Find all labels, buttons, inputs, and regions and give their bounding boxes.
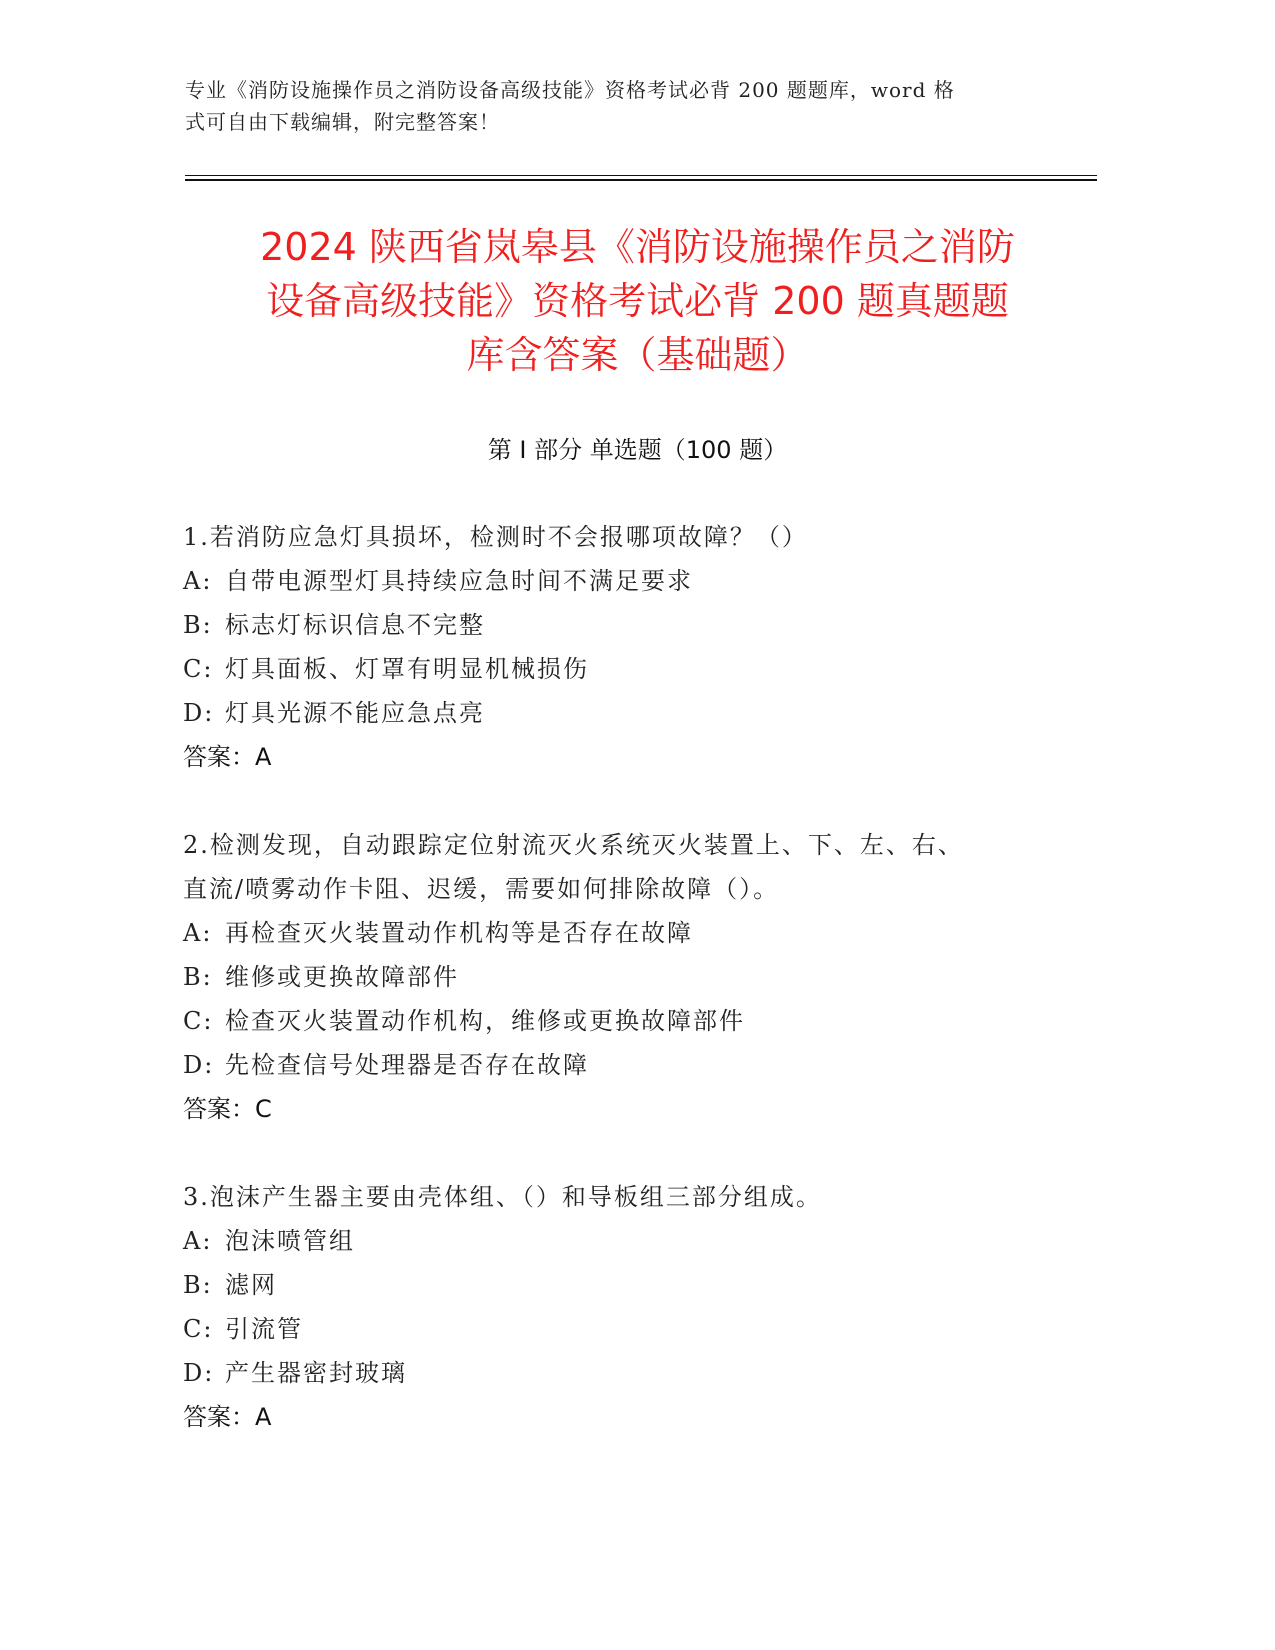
option-b — [183, 955, 1083, 999]
header-note — [185, 74, 1085, 138]
option-c — [183, 647, 1083, 691]
option-b — [183, 1263, 1083, 1307]
option-key: A: — [183, 567, 213, 595]
option-key: D: — [183, 699, 215, 727]
header-note-line-1: 专业《消防设施操作员之消防设备高级技能》资格考试必背 200 题题库，word 格 — [185, 78, 955, 102]
option-key: B: — [183, 1271, 213, 1299]
option-text: 滤网 — [225, 1271, 277, 1299]
option-key: D: — [183, 1359, 215, 1387]
question-item — [183, 1175, 1083, 1439]
question-stem: 3.泡沫产生器主要由壳体组、（）和导板组三部分组成。 — [183, 1183, 822, 1211]
title-line-3: 库含答案（基础题） — [466, 333, 809, 377]
option-b — [183, 603, 1083, 647]
document-title — [130, 220, 1145, 382]
option-text: 标志灯标识信息不完整 — [225, 611, 485, 639]
option-text: 泡沫喷管组 — [225, 1227, 355, 1255]
option-text: 先检查信号处理器是否存在故障 — [225, 1051, 589, 1079]
option-key: D: — [183, 1051, 215, 1079]
option-c — [183, 999, 1083, 1043]
option-text: 灯具面板、灯罩有明显机械损伤 — [225, 655, 589, 683]
header-divider-thick — [185, 179, 1097, 181]
option-a — [183, 911, 1083, 955]
option-key: C: — [183, 1007, 214, 1035]
option-d — [183, 1351, 1083, 1395]
option-key: C: — [183, 1315, 214, 1343]
option-key: B: — [183, 963, 213, 991]
header-note-line-2: 式可自由下载编辑，附完整答案！ — [185, 110, 500, 134]
option-key: A: — [183, 1227, 213, 1255]
question-stem-line-2: 直流/喷雾动作卡阻、迟缓，需要如何排除故障（）。 — [183, 875, 780, 903]
option-text: 产生器密封玻璃 — [225, 1359, 407, 1387]
option-text: 引流管 — [225, 1315, 303, 1343]
option-c — [183, 1307, 1083, 1351]
option-text: 检查灭火装置动作机构，维修或更换故障部件 — [225, 1007, 745, 1035]
question-stem: 1.若消防应急灯具损坏，检测时不会报哪项故障？（） — [183, 523, 808, 551]
option-text: 自带电源型灯具持续应急时间不满足要求 — [225, 567, 693, 595]
option-d — [183, 1043, 1083, 1087]
option-key: A: — [183, 919, 213, 947]
title-line-2: 设备高级技能》资格考试必背 200 题真题题 — [266, 279, 1009, 323]
section-heading: 第 I 部分 单选题（100 题） — [487, 436, 788, 464]
option-a — [183, 1219, 1083, 1263]
question-item — [183, 515, 1083, 779]
option-text: 灯具光源不能应急点亮 — [225, 699, 485, 727]
header-divider-thin — [185, 175, 1097, 176]
option-d — [183, 691, 1083, 735]
question-list — [183, 515, 1083, 1483]
option-a — [183, 559, 1083, 603]
answer-line: 答案：A — [183, 743, 272, 771]
question-stem-line-1: 2.检测发现，自动跟踪定位射流灭火系统灭火装置上、下、左、右、 — [183, 831, 964, 859]
option-text: 再检查灭火装置动作机构等是否存在故障 — [225, 919, 693, 947]
option-key: C: — [183, 655, 214, 683]
answer-line: 答案：A — [183, 1403, 272, 1431]
title-line-1: 2024 陕西省岚皋县《消防设施操作员之消防 — [260, 225, 1015, 269]
option-text: 维修或更换故障部件 — [225, 963, 459, 991]
answer-line: 答案：C — [183, 1095, 272, 1123]
option-key: B: — [183, 611, 213, 639]
question-item — [183, 823, 1083, 1131]
